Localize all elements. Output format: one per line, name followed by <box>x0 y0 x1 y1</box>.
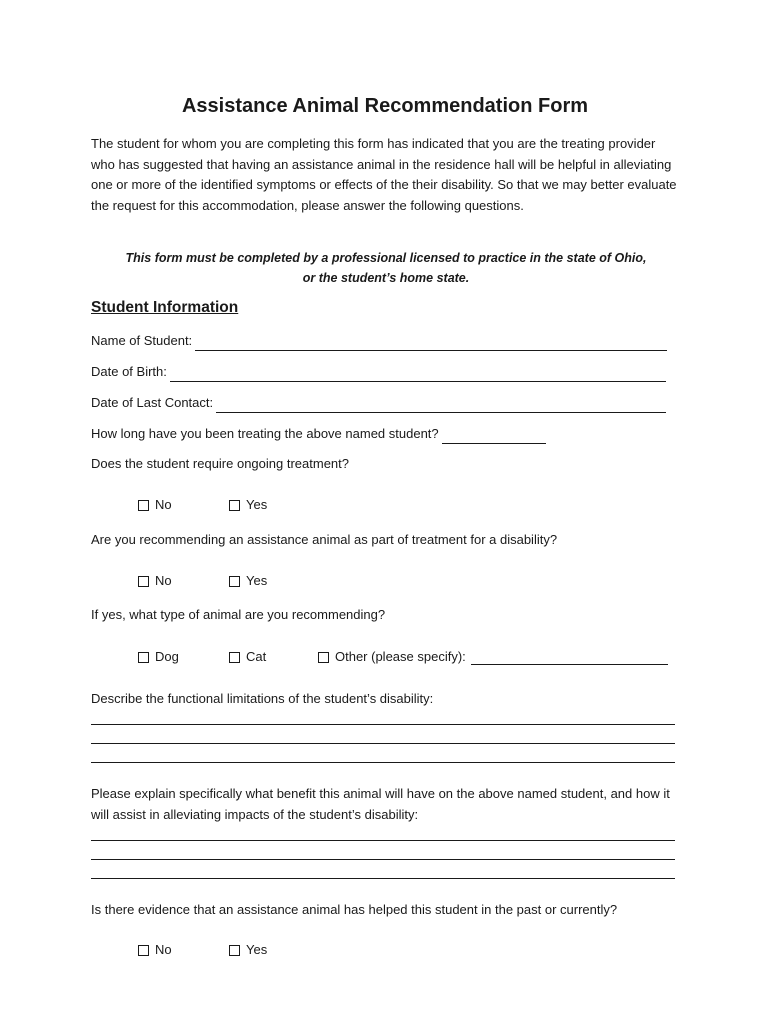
question-evidence: Is there evidence that an assistance animal has helped this student in the past or currently? <box>91 902 618 917</box>
section-heading-student-info: Student Information <box>91 299 239 316</box>
name-of-student-label: Name of Student: <box>91 333 193 348</box>
ongoing-yes-option[interactable] <box>229 495 267 515</box>
recommending-no-option[interactable] <box>138 571 172 591</box>
option-label: Yes <box>246 497 268 512</box>
checkbox-icon[interactable] <box>318 652 329 663</box>
option-label: Other (please specify): <box>335 649 466 664</box>
question-functional-limitations: Describe the functional limitations of the student’s disability: <box>91 691 434 706</box>
recommending-yes-option[interactable] <box>229 571 267 591</box>
checkbox-icon[interactable] <box>138 500 149 511</box>
treating-duration-row <box>91 424 546 444</box>
other-animal-field[interactable] <box>471 650 668 665</box>
animal-dog-option[interactable] <box>138 647 179 667</box>
question-ongoing-treatment: Does the student require ongoing treatment? <box>91 456 350 471</box>
benefit-line-3[interactable] <box>91 878 675 879</box>
animal-other-option[interactable] <box>318 647 668 667</box>
treating-duration-field[interactable] <box>442 429 546 444</box>
functional-limitations-line-2[interactable] <box>91 743 675 744</box>
option-label: Cat <box>246 649 267 664</box>
notice-line-2: or the student’s home state. <box>302 271 470 285</box>
checkbox-icon[interactable] <box>229 576 240 587</box>
ongoing-no-option[interactable] <box>138 495 172 515</box>
intro-paragraph: The student for whom you are completing this form has indicated that you are the treating provider who has suggested that having an assistance animal in the residence hall will be helpful in alleviating one or more of the identified symptoms or effects of the their disability. So that we may better evaluate the request for this accommodation, please answer the following questions. <box>91 136 677 213</box>
date-of-birth-row <box>91 362 666 382</box>
animal-cat-option[interactable] <box>229 647 266 667</box>
option-label: Yes <box>246 573 268 588</box>
option-label: Dog <box>155 649 179 664</box>
checkbox-icon[interactable] <box>229 652 240 663</box>
name-of-student-row <box>91 331 667 351</box>
date-of-last-contact-field[interactable] <box>216 398 666 413</box>
evidence-no-option[interactable] <box>138 940 172 960</box>
treating-duration-label: How long have you been treating the above named student? <box>91 426 439 441</box>
notice-line-1: This form must be completed by a professional licensed to practice in the state of Ohio, <box>125 251 647 265</box>
option-label: Yes <box>246 942 268 957</box>
checkbox-icon[interactable] <box>229 945 240 956</box>
form-title: Assistance Animal Recommendation Form <box>181 95 589 117</box>
option-label: No <box>155 573 172 588</box>
benefit-line-2[interactable] <box>91 859 675 860</box>
date-of-birth-field[interactable] <box>170 367 666 382</box>
evidence-yes-option[interactable] <box>229 940 267 960</box>
functional-limitations-line-1[interactable] <box>91 724 675 725</box>
checkbox-icon[interactable] <box>138 576 149 587</box>
benefit-line-1[interactable] <box>91 840 675 841</box>
name-of-student-field[interactable] <box>195 336 667 351</box>
functional-limitations-line-3[interactable] <box>91 762 675 763</box>
question-recommending: Are you recommending an assistance animal as part of treatment for a disability? <box>91 532 558 547</box>
question-animal-type: If yes, what type of animal are you recommending? <box>91 607 386 622</box>
checkbox-icon[interactable] <box>138 652 149 663</box>
option-label: No <box>155 497 172 512</box>
checkbox-icon[interactable] <box>229 500 240 511</box>
date-of-birth-label: Date of Birth: <box>91 364 167 379</box>
licensing-notice <box>91 248 681 288</box>
date-of-last-contact-label: Date of Last Contact: <box>91 395 214 410</box>
question-benefit: Please explain specifically what benefit this animal will have on the above named student, and how it will assist in alleviating impacts of the student’s disability: <box>91 786 670 822</box>
option-label: No <box>155 942 172 957</box>
checkbox-icon[interactable] <box>138 945 149 956</box>
date-of-last-contact-row <box>91 393 666 413</box>
